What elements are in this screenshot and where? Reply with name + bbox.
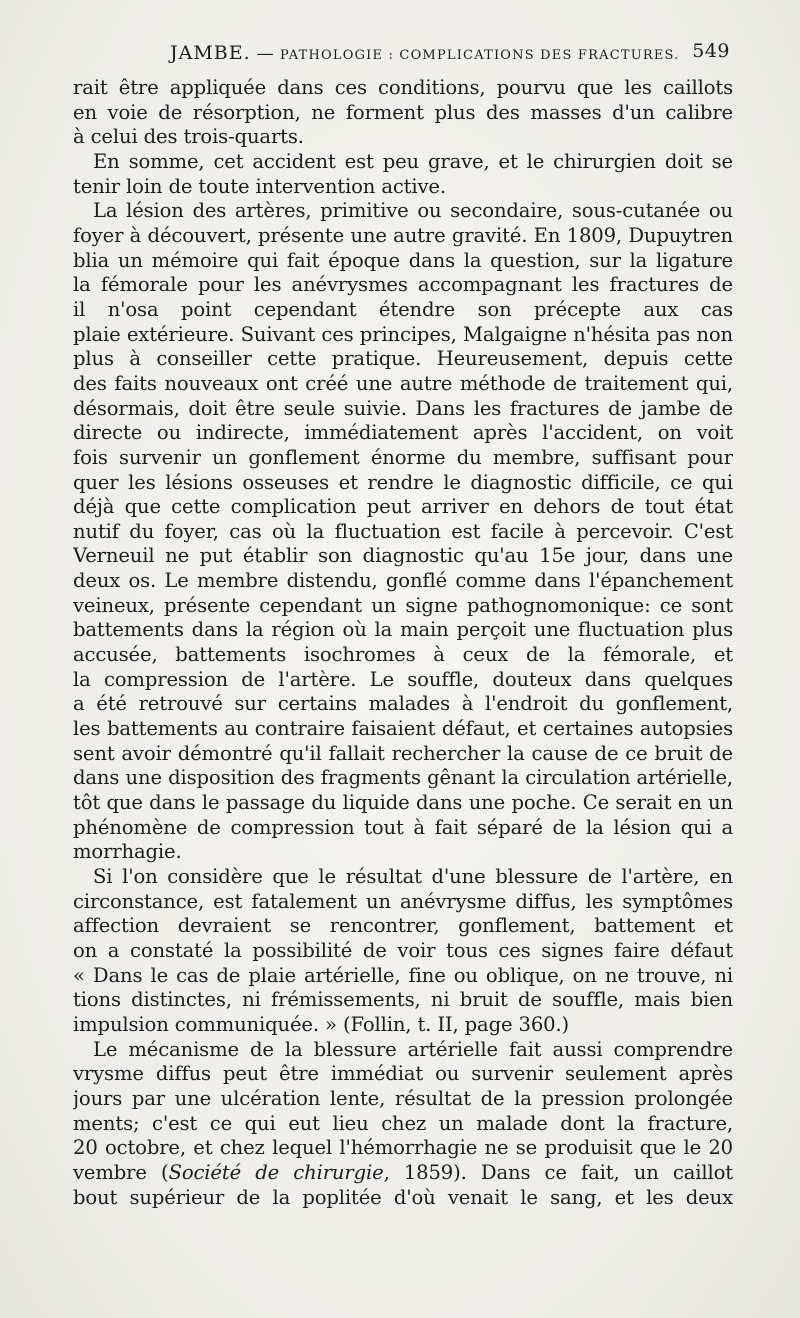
text-line: morrhagie. [73,840,182,864]
text-line: on a constaté la possibilité de voir tous ces signes faire défaut [73,938,733,962]
text-line: désormais, doit être seule suivie. Dans les fractures de jambe de [73,396,733,420]
text-line: battements dans la région où la main perçoit une fluctuation plus [73,618,733,642]
text-line: vrysme diffus peut être immédiat ou survenir seulement après [73,1062,733,1086]
text-line: ments; c'est ce qui eut lieu chez un malade dont la fracture, [73,1111,733,1135]
text-line: bout supérieur de la poplitée d'où venait le sang, et les deux [73,1185,733,1209]
text-line: deux os. Le membre distendu, gonflé comme dans l'épanchement [73,569,733,593]
header-title-main: JAMBE. [170,42,251,64]
text-line: sent avoir démontré qu'il fallait rechercher la cause de ce bruit de [73,741,733,765]
text-line: les battements au contraire faisaient défaut, et certaines autopsies [73,717,733,741]
text-line: nutif du foyer, cas où la fluctuation est facile à percevoir. C'est [73,519,733,543]
text-line: des faits nouveaux ont créé une autre méthode de traitement qui, [73,371,733,395]
text-line: plaie extérieure. Suivant ces principes, Malgaigne n'hésita pas non [73,322,733,346]
text-line: la fémorale pour les anévrysmes accompagnant les fractures de [73,273,733,297]
text-line: en voie de résorption, ne forment plus des masses d'un calibre [73,100,733,124]
running-title [170,42,680,64]
text-line: La lésion des artères, primitive ou secondaire, sous-cutanée ou [93,199,733,223]
text-line: à celui des trois-quarts. [73,125,304,149]
text-line: En somme, cet accident est peu grave, et le chirurgien doit se [93,149,733,173]
text-line: vembre (Société de chirurgie, 1859). Dans ce fait, un caillot [73,1160,733,1184]
page-number: 549 [692,40,730,62]
text-line: Le mécanisme de la blessure artérielle fait aussi comprendre [93,1037,733,1061]
running-header [72,38,732,72]
text-line: déjà que cette complication peut arriver en dehors de tout état [73,495,733,519]
text-line: jours par une ulcération lente, résultat de la pression prolongée [73,1086,733,1110]
italic-citation: Société de chirurgie [168,1160,384,1184]
text-line: dans une disposition des fragments gênant la circulation artérielle, [73,766,733,790]
text-line: tions distinctes, ni frémissements, ni bruit de souffle, mais bien [73,988,733,1012]
text-line: accusée, battements isochromes à ceux de la fémorale, et [73,643,733,667]
text-line: tôt que dans le passage du liquide dans une poche. Ce serait en un [73,791,733,815]
text-line: « Dans le cas de plaie artérielle, fine ou oblique, on ne trouve, ni [73,963,733,987]
text-line: affection devraient se rencontrer, gonflement, battement et [73,914,733,938]
text-line: directe ou indirecte, immédiatement après l'accident, on voit [73,421,733,445]
text-line: circonstance, est fatalement un anévrysme diffus, les symptômes [73,889,733,913]
text-line: foyer à découvert, présente une autre gravité. En 1809, Dupuytren [73,223,733,247]
text-line: tenir loin de toute intervention active. [73,174,446,198]
text-line: il n'osa point cependant étendre son précepte aux cas [73,297,733,321]
header-separator: — [256,44,275,64]
text-line: rait être appliquée dans ces conditions, pourvu que les caillots [73,76,733,99]
text-line: 20 octobre, et chez lequel l'hémorrhagie ne se produisit que le 20 [73,1136,733,1160]
text-line: blia un mémoire qui fait époque dans la question, sur la ligature [73,248,733,272]
header-title-sub: PATHOLOGIE : COMPLICATIONS DES FRACTURES. [279,48,680,63]
text-line: quer les lésions osseuses et rendre le diagnostic difficile, ce qui [73,470,733,494]
text-line: impulsion communiquée. » (Follin, t. II, page 360.) [73,1012,570,1036]
text-line: plus à conseiller cette pratique. Heureusement, depuis cette [73,347,733,371]
text-line: veineux, présente cependant un signe pathognomonique: ce sont [73,593,733,617]
text-line: fois survenir un gonflement énorme du membre, suffisant pour [73,445,733,469]
text-line: Verneuil ne put établir son diagnostic qu'au 15e jour, dans une [73,544,733,568]
text-line: phénomène de compression tout à fait séparé de la lésion qui a [73,815,733,839]
text-line: a été retrouvé sur certains malades à l'endroit du gonflement, [73,692,733,716]
text-line: la compression de l'artère. Le souffle, douteux dans quelques [73,667,733,691]
body-text [73,76,733,1210]
text-line: Si l'on considère que le résultat d'une blessure de l'artère, en [93,865,733,888]
